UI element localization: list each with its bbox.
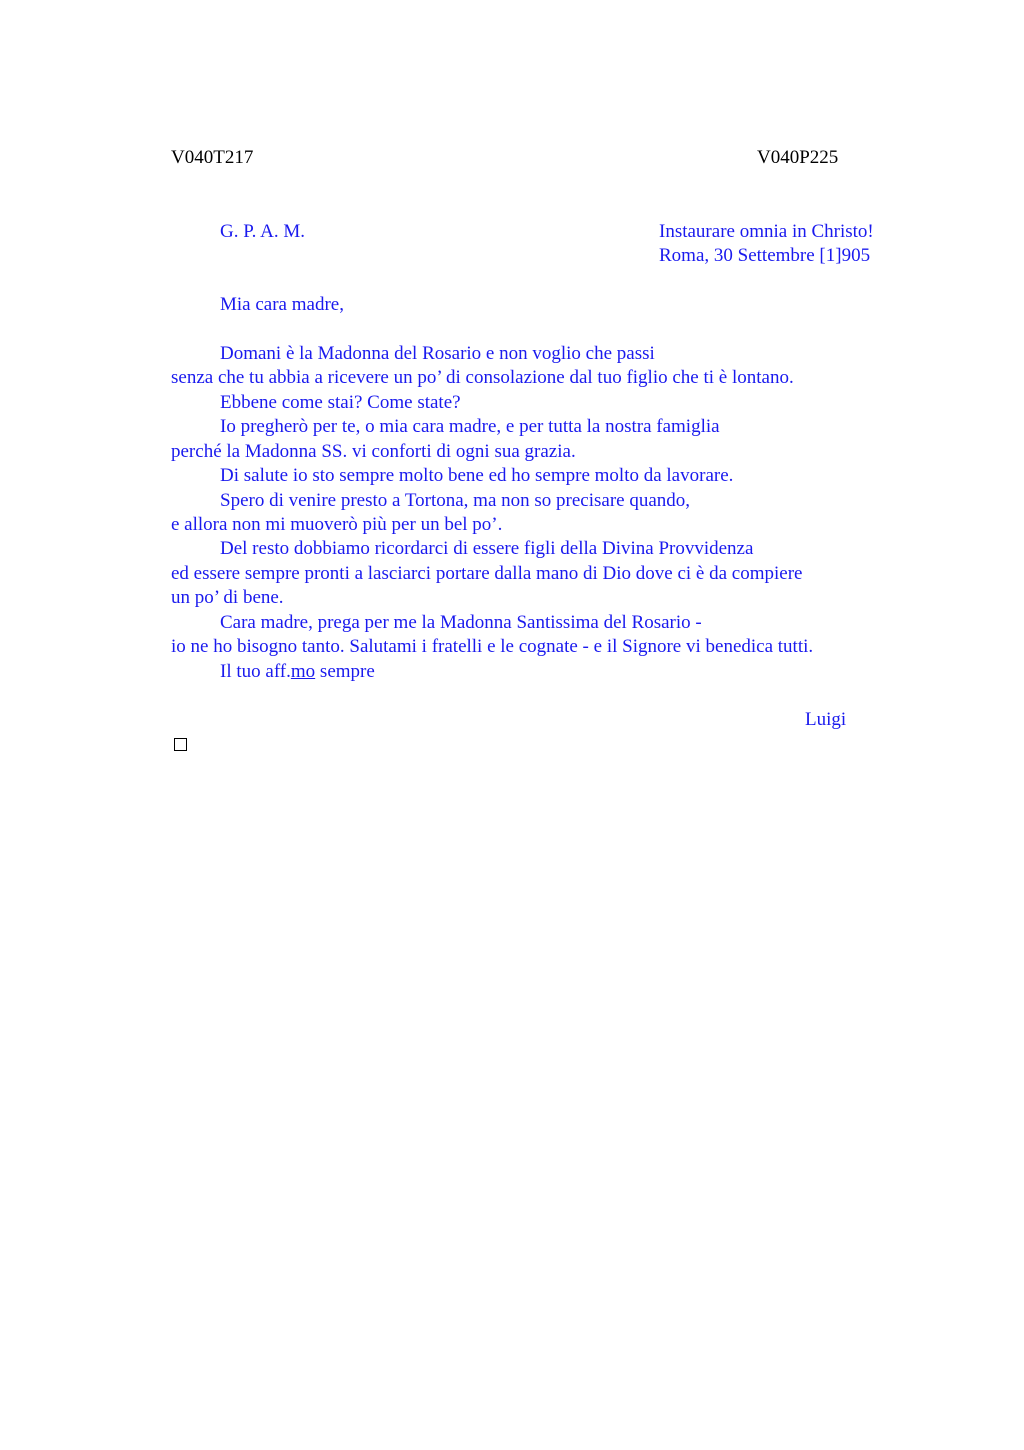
letter-line: Domani è la Madonna del Rosario e non voglio che passi bbox=[220, 343, 655, 364]
letter-line: io ne ho bisogno tanto. Salutami i fratelli e le cognate - e il Signore vi benedica tutti. bbox=[171, 636, 814, 657]
letter-closing bbox=[220, 660, 375, 684]
letter-line: Cara madre, prega per me la Madonna Santissima del Rosario - bbox=[220, 612, 702, 633]
letter-line: Del resto dobbiamo ricordarci di essere figli della Divina Provvidenza bbox=[220, 538, 754, 559]
letter-closing-abbreviation: mo bbox=[290, 661, 316, 682]
letter-motto: Instaurare omnia in Christo! bbox=[659, 221, 874, 242]
end-marker-square-icon bbox=[174, 738, 187, 751]
letter-line: perché la Madonna SS. vi conforti di ogni sua grazia. bbox=[171, 441, 576, 462]
letter-line: ed essere sempre pronti a lasciarci portare dalla mano di Dio dove ci è da compiere bbox=[171, 563, 803, 584]
letter-line: un po’ di bene. bbox=[171, 587, 284, 608]
letter-line: senza che tu abbia a ricevere un po’ di consolazione dal tuo figlio che ti è lontano. bbox=[171, 367, 794, 388]
letter-signature: Luigi bbox=[805, 709, 847, 730]
letter-line: Di salute io sto sempre molto bene ed ho sempre molto da lavorare. bbox=[220, 465, 734, 486]
letter-line: Spero di venire presto a Tortona, ma non so precisare quando, bbox=[220, 490, 691, 511]
letter-line: Ebbene come stai? Come state? bbox=[220, 392, 461, 413]
letter-place-date: Roma, 30 Settembre [1]905 bbox=[659, 245, 871, 266]
letter-closing-suffix: sempre bbox=[315, 661, 375, 682]
letter-salutation: Mia cara madre, bbox=[220, 294, 344, 315]
letter-line: e allora non mi muoverò più per un bel po’. bbox=[171, 514, 503, 535]
document-code-left: V040T217 bbox=[171, 147, 254, 168]
document-code-right: V040P225 bbox=[757, 147, 839, 168]
letter-line: Io pregherò per te, o mia cara madre, e per tutta la nostra famiglia bbox=[220, 416, 720, 437]
letter-closing-prefix: Il tuo aff. bbox=[220, 661, 291, 682]
letter-initials: G. P. A. M. bbox=[220, 221, 305, 242]
